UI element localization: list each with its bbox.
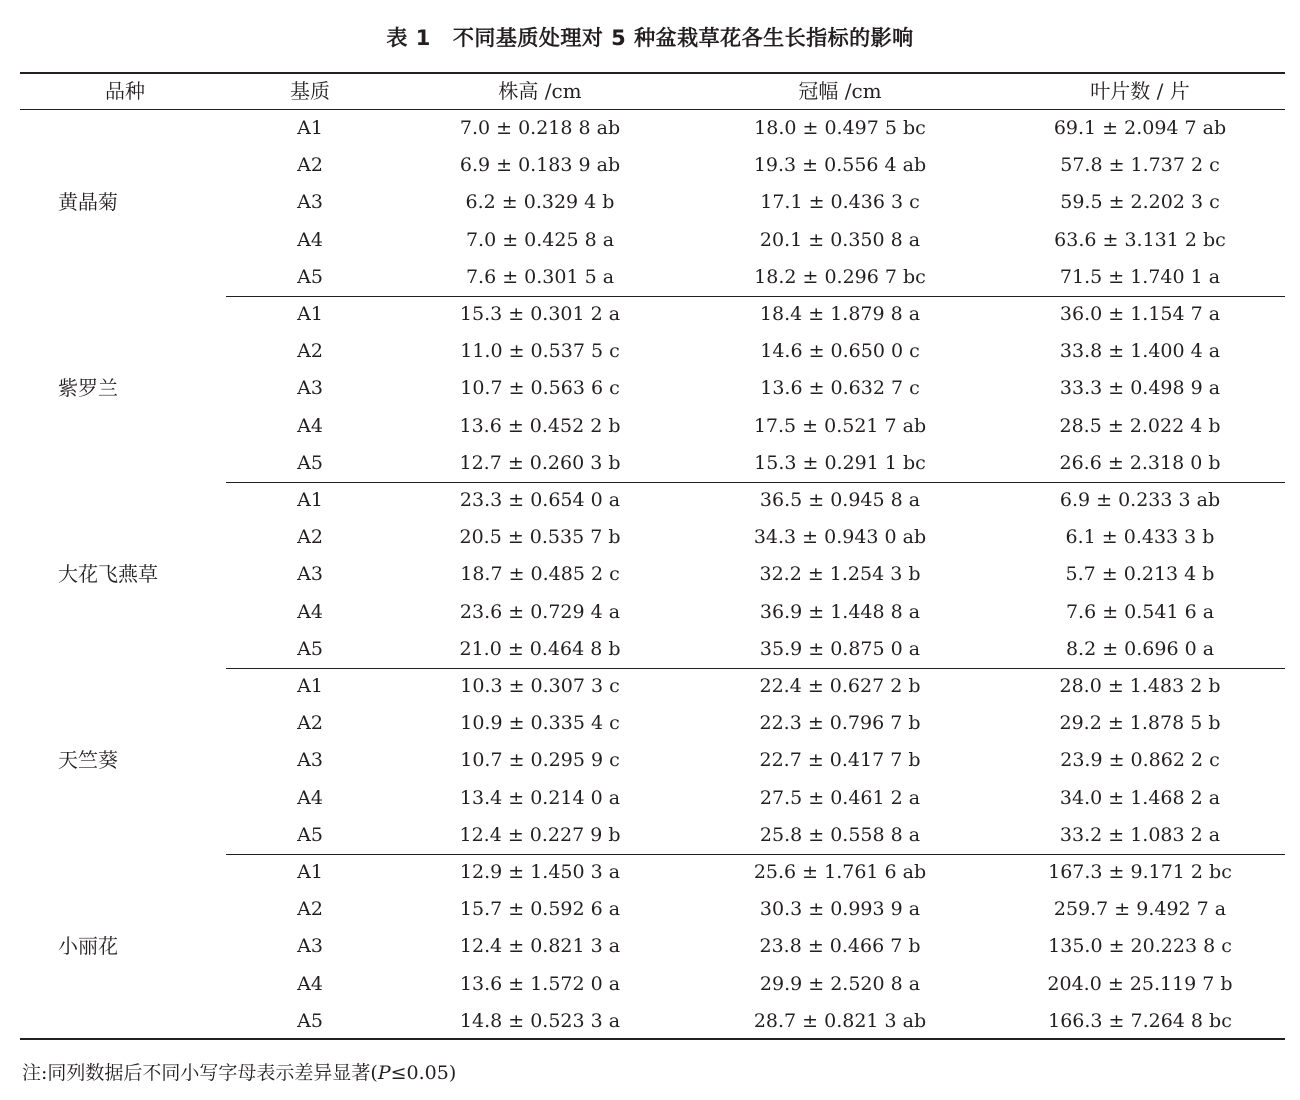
cell-leaves: 29.2 ± 1.878 5 b [1059, 712, 1221, 735]
cell-height: 12.9 ± 1.450 3 a [459, 861, 621, 883]
header-height: 株高 /cm [498, 79, 582, 103]
variety-name: 黄晶菊 [58, 190, 118, 215]
cell-height: 6.9 ± 0.183 9 ab [459, 154, 621, 177]
cell-leaves: 204.0 ± 25.119 7 b [1047, 972, 1233, 995]
cell-substrate: A1 [297, 489, 323, 511]
cell-substrate: A5 [297, 823, 323, 846]
cell-leaves: 28.5 ± 2.022 4 b [1059, 414, 1221, 437]
table-title: 不同基质处理对 5 种盆栽草花各生长指标的影响 [452, 26, 914, 50]
cell-height: 12.7 ± 0.260 3 b [459, 451, 621, 474]
cell-crown: 22.3 ± 0.796 7 b [759, 712, 921, 735]
bottom-rule [20, 1038, 1285, 1040]
cell-substrate: A3 [297, 377, 323, 400]
cell-leaves: 59.5 ± 2.202 3 c [1060, 191, 1220, 214]
variety-name: 小丽花 [58, 934, 118, 959]
header-crown: 冠幅 /cm [798, 79, 882, 103]
cell-height: 14.8 ± 0.523 3 a [459, 1009, 621, 1032]
cell-leaves: 167.3 ± 9.171 2 bc [1048, 861, 1232, 883]
cell-height: 10.9 ± 0.335 4 c [460, 712, 620, 735]
cell-height: 7.0 ± 0.425 8 a [465, 228, 615, 251]
cell-height: 6.2 ± 0.329 4 b [465, 191, 615, 214]
cell-leaves: 135.0 ± 20.223 8 c [1048, 935, 1232, 958]
table-number: 表 1 [386, 26, 431, 50]
cell-height: 13.6 ± 0.452 2 b [459, 414, 621, 437]
cell-substrate: A5 [297, 265, 323, 288]
header-leaves: 叶片数 / 片 [1090, 79, 1190, 103]
cell-substrate: A3 [297, 191, 323, 214]
cell-substrate: A2 [297, 712, 323, 735]
cell-leaves: 33.3 ± 0.498 9 a [1059, 377, 1221, 400]
cell-leaves: 26.6 ± 2.318 0 b [1059, 451, 1221, 474]
cell-crown: 25.6 ± 1.761 6 ab [753, 861, 927, 883]
cell-height: 21.0 ± 0.464 8 b [459, 637, 621, 660]
cell-leaves: 63.6 ± 3.131 2 bc [1054, 228, 1226, 251]
cell-substrate: A4 [297, 228, 323, 251]
cell-crown: 35.9 ± 0.875 0 a [759, 637, 921, 660]
cell-crown: 13.6 ± 0.632 7 c [760, 377, 920, 400]
cell-height: 10.7 ± 0.563 6 c [460, 377, 620, 400]
cell-substrate: A1 [297, 117, 323, 139]
cell-leaves: 69.1 ± 2.094 7 ab [1053, 117, 1227, 139]
cell-substrate: A5 [297, 451, 323, 474]
cell-leaves: 33.2 ± 1.083 2 a [1059, 823, 1221, 846]
cell-substrate: A1 [297, 861, 323, 883]
cell-leaves: 6.9 ± 0.233 3 ab [1059, 489, 1221, 511]
cell-crown: 17.1 ± 0.436 3 c [760, 191, 920, 214]
cell-crown: 30.3 ± 0.993 9 a [759, 898, 921, 921]
cell-crown: 17.5 ± 0.521 7 ab [753, 414, 927, 437]
header-variety: 品种 [105, 79, 145, 103]
cell-leaves: 23.9 ± 0.862 2 c [1060, 749, 1220, 772]
cell-substrate: A2 [297, 340, 323, 363]
note-p: P [377, 1062, 391, 1084]
cell-substrate: A4 [297, 600, 323, 623]
cell-leaves: 5.7 ± 0.213 4 b [1065, 563, 1215, 586]
cell-substrate: A3 [297, 935, 323, 958]
cell-leaves: 166.3 ± 7.264 8 bc [1048, 1009, 1232, 1032]
cell-crown: 15.3 ± 0.291 1 bc [754, 451, 926, 474]
cell-crown: 14.6 ± 0.650 0 c [760, 340, 920, 363]
cell-crown: 22.7 ± 0.417 7 b [759, 749, 921, 772]
cell-leaves: 6.1 ± 0.433 3 b [1065, 526, 1215, 549]
cell-height: 7.6 ± 0.301 5 a [465, 265, 615, 288]
cell-height: 23.3 ± 0.654 0 a [459, 489, 621, 511]
cell-leaves: 36.0 ± 1.154 7 a [1059, 303, 1221, 325]
cell-height: 10.3 ± 0.307 3 c [460, 675, 620, 697]
cell-substrate: A4 [297, 414, 323, 437]
cell-crown: 23.8 ± 0.466 7 b [759, 935, 921, 958]
cell-crown: 28.7 ± 0.821 3 ab [753, 1009, 927, 1032]
cell-leaves: 259.7 ± 9.492 7 a [1053, 898, 1227, 921]
cell-crown: 36.5 ± 0.945 8 a [759, 489, 921, 511]
cell-height: 13.4 ± 0.214 0 a [459, 786, 621, 809]
cell-height: 12.4 ± 0.227 9 b [459, 823, 621, 846]
cell-crown: 18.4 ± 1.879 8 a [759, 303, 921, 325]
cell-height: 12.4 ± 0.821 3 a [459, 935, 621, 958]
cell-crown: 18.0 ± 0.497 5 bc [754, 117, 926, 139]
cell-leaves: 71.5 ± 1.740 1 a [1059, 265, 1221, 288]
cell-leaves: 8.2 ± 0.696 0 a [1065, 637, 1215, 660]
header-substrate: 基质 [290, 79, 330, 103]
cell-substrate: A2 [297, 526, 323, 549]
cell-substrate: A4 [297, 786, 323, 809]
note-prefix: 注:同列数据后不同小写字母表示差异显著( [22, 1062, 378, 1084]
table-caption [0, 22, 1300, 52]
cell-substrate: A2 [297, 154, 323, 177]
cell-leaves: 7.6 ± 0.541 6 a [1065, 600, 1215, 623]
cell-substrate: A3 [297, 749, 323, 772]
cell-leaves: 33.8 ± 1.400 4 a [1059, 340, 1221, 363]
cell-crown: 32.2 ± 1.254 3 b [759, 563, 921, 586]
cell-leaves: 34.0 ± 1.468 2 a [1059, 786, 1221, 809]
cell-crown: 18.2 ± 0.296 7 bc [754, 265, 926, 288]
cell-crown: 34.3 ± 0.943 0 ab [753, 526, 927, 549]
table-note [22, 1058, 456, 1085]
cell-height: 15.3 ± 0.301 2 a [459, 303, 621, 325]
cell-substrate: A1 [297, 303, 323, 325]
cell-leaves: 28.0 ± 1.483 2 b [1059, 675, 1221, 697]
cell-height: 18.7 ± 0.485 2 c [460, 563, 620, 586]
cell-height: 20.5 ± 0.535 7 b [459, 526, 621, 549]
cell-crown: 27.5 ± 0.461 2 a [759, 786, 921, 809]
cell-substrate: A5 [297, 637, 323, 660]
cell-crown: 29.9 ± 2.520 8 a [759, 972, 921, 995]
cell-crown: 25.8 ± 0.558 8 a [759, 823, 921, 846]
cell-crown: 22.4 ± 0.627 2 b [759, 675, 921, 697]
cell-height: 10.7 ± 0.295 9 c [460, 749, 620, 772]
cell-substrate: A1 [297, 675, 323, 697]
cell-height: 11.0 ± 0.537 5 c [460, 340, 620, 363]
cell-crown: 36.9 ± 1.448 8 a [759, 600, 921, 623]
cell-height: 7.0 ± 0.218 8 ab [459, 117, 621, 139]
cell-crown: 20.1 ± 0.350 8 a [759, 228, 921, 251]
cell-substrate: A3 [297, 563, 323, 586]
cell-substrate: A2 [297, 898, 323, 921]
note-rest: ≤0.05) [390, 1062, 457, 1084]
cell-crown: 19.3 ± 0.556 4 ab [753, 154, 927, 177]
variety-name: 紫罗兰 [58, 376, 118, 401]
cell-height: 13.6 ± 1.572 0 a [459, 972, 621, 995]
cell-substrate: A5 [297, 1009, 323, 1032]
variety-name: 大花飞燕草 [58, 562, 158, 587]
cell-height: 23.6 ± 0.729 4 a [459, 600, 621, 623]
cell-substrate: A4 [297, 972, 323, 995]
cell-leaves: 57.8 ± 1.737 2 c [1060, 154, 1220, 177]
cell-height: 15.7 ± 0.592 6 a [459, 898, 621, 921]
variety-name: 天竺葵 [58, 748, 118, 773]
